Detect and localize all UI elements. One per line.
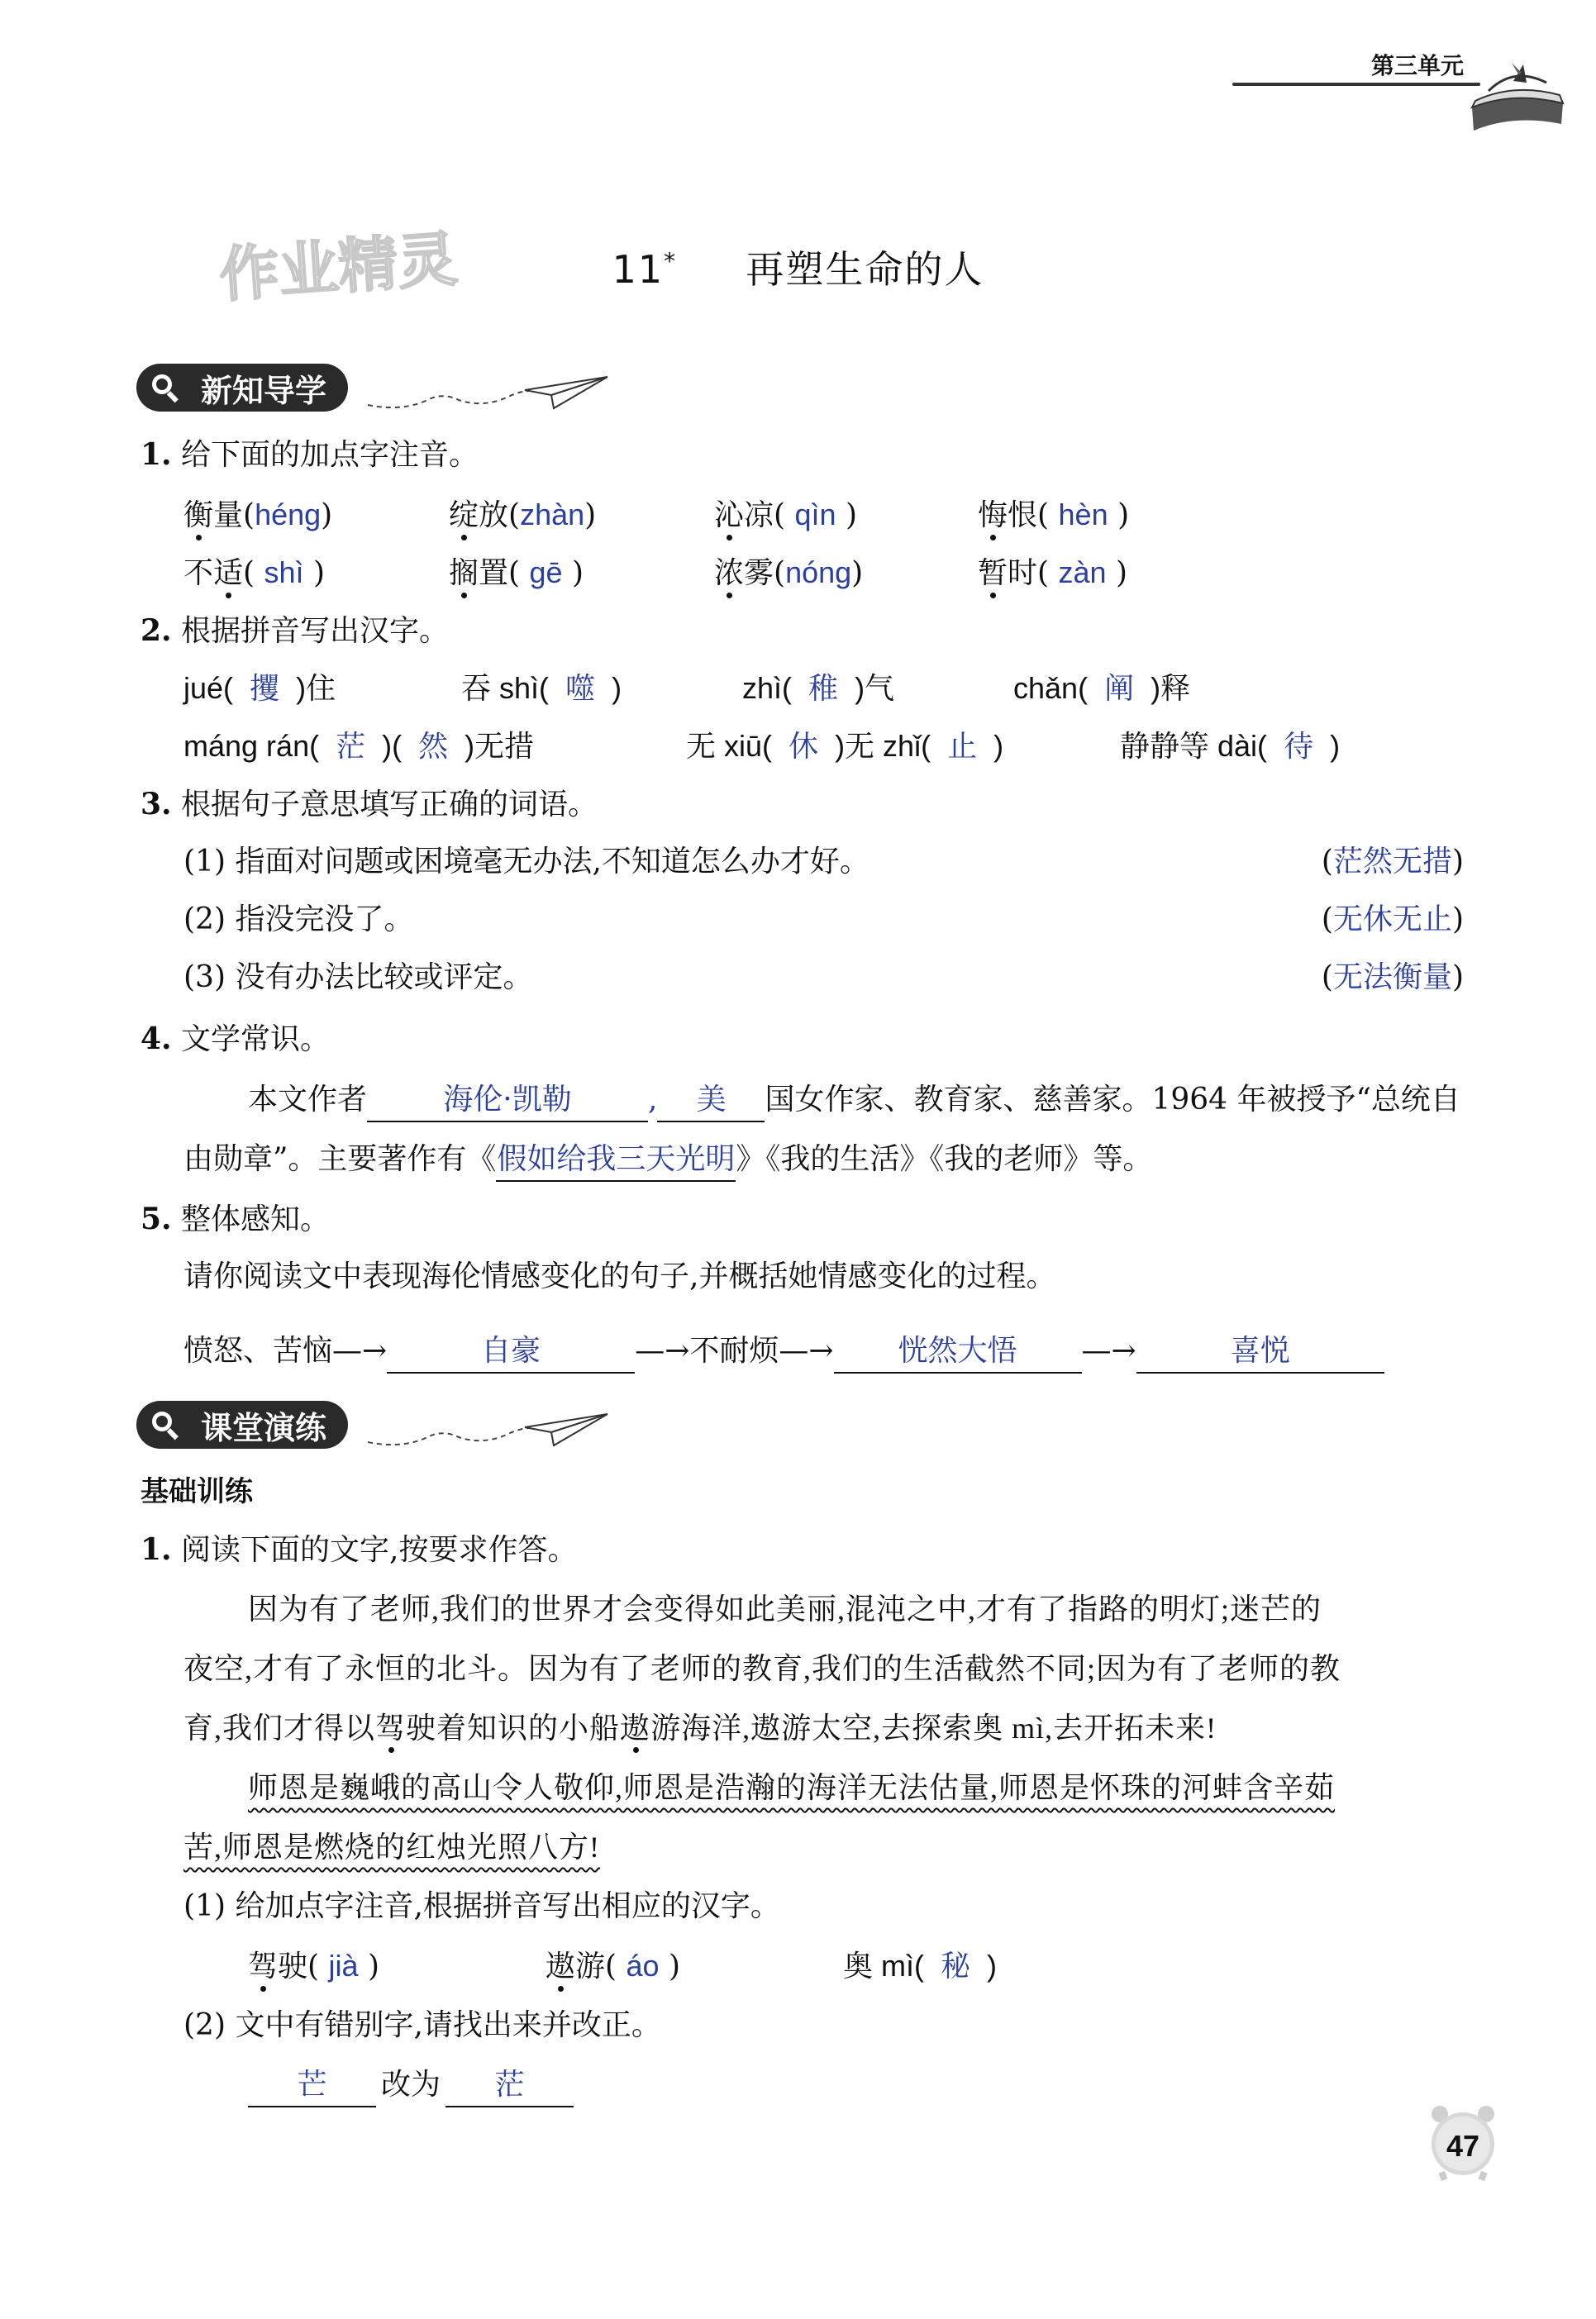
dotted-char: 驾 [375,1712,407,1745]
s1-q1-prompt [141,434,479,476]
page-number-badge [1422,2099,1504,2182]
s1-q3-prompt [141,783,598,826]
char: 凉 [744,498,774,532]
author-blank: 海伦·凯勒 [367,1079,648,1122]
prompt-text: ) [993,729,1004,763]
s1-q5-instruction: 请你阅读文中表现海伦情感变化的句子,并概括她情感变化的过程。 [183,1259,1056,1293]
paren: ( [508,498,521,532]
unit-underline [1232,83,1480,86]
hanzi-item [742,668,894,709]
answer-text: zhàn [520,498,585,531]
answer-text: héng [255,498,322,531]
char: 放 [479,498,509,532]
char: 量 [213,498,244,532]
answer-text: gē [529,555,563,589]
paren: ) [1451,845,1464,879]
answer-text: nóng [785,555,852,589]
paren: ) [572,556,584,590]
prompt-text: ) [1330,729,1341,763]
s2-q1-prompt [141,1529,578,1571]
arrow-icon: —→ [779,1334,834,1368]
definition-answer [1322,957,1464,998]
prompt-text: máng rán( [183,729,320,763]
text: 育,我们才得以 [183,1712,376,1745]
passage-line-underlined: 师恩是巍峨的高山令人敬仰,师恩是浩瀚的海洋无法估量,师恩是怀珠的河蚌含辛茹 [248,1771,1336,1804]
separator: , [648,1083,658,1117]
emotion-start: 愤怒、苦恼 [183,1334,333,1368]
text: 改为 [381,2068,441,2102]
paren: ( [1321,960,1333,994]
pinyin-item [714,552,863,594]
text: 游( [575,1950,617,1983]
emotion-blank: 恍然大悟 [834,1331,1082,1374]
text: 国女作家、教育家、慈善家。1964 年被授予“总统自 [765,1083,1460,1117]
emotion-blank: 喜悦 [1136,1331,1384,1374]
prompt-text: ) [612,671,622,705]
paren: ) [1117,498,1130,532]
answer-text: 茫然无措 [1332,845,1452,879]
q-num: 4. [141,1021,172,1056]
pinyin-item [714,494,857,536]
answer-text: 无法衡量 [1332,960,1452,994]
answer-text: zàn [1058,555,1107,589]
page-number: 47 [1446,2129,1480,2163]
unit-header [0,0,1596,165]
answer-text: 秘 [941,1949,971,1983]
dotted-char: 悔 [978,498,1008,532]
prompt-text: )气 [855,671,895,705]
answer-text: 无休无止 [1332,902,1452,936]
pinyin-item [449,552,584,594]
q-prompt: 根据拼音写出汉字。 [181,614,450,648]
prompt-text: )释 [1151,671,1191,705]
q-num: 3. [141,787,172,821]
book-blank: 假如给我三天光明 [496,1139,736,1182]
prompt-text: 奥 mì( [843,1949,924,1983]
correction-row [248,2064,574,2107]
paren: ( [1321,845,1333,879]
paren: ) [851,556,864,590]
passage-line: 夜空,才有了永恒的北斗。因为有了老师的教育,我们的生活截然不同;因为有了老师的教 [183,1652,1341,1685]
subsection-title: 基础训练 [141,1475,253,1508]
paper-plane-icon [368,1409,616,1450]
magnifier-icon [148,1407,183,1442]
pinyin-item [183,552,325,594]
prompt-text: )住 [296,671,336,705]
section-head-2 [136,1401,348,1449]
text: 由勋章”。主要著作有《 [183,1142,497,1176]
answer-text: 待 [1284,729,1314,763]
answer-text: 攫 [250,671,280,705]
answer-text: 茫 [336,729,366,763]
pinyin-item [449,494,596,536]
prompt-text: zhì( [742,671,793,705]
answer-text: 阐 [1104,671,1135,705]
dotted-char: 驾 [248,1950,279,1983]
char: 不 [183,556,214,590]
paren: ) [669,1950,681,1983]
right-char-blank: 茫 [445,2064,574,2107]
hanzi-item [183,668,336,709]
hanzi-item [1120,726,1340,767]
q-num: 2. [141,613,172,648]
dotted-char: 衡 [183,498,214,532]
q-prompt: 根据句子意思填写正确的词语。 [181,788,598,821]
paren: ) [846,498,858,532]
answer-text: 然 [418,729,449,763]
answer-text: jià [328,1949,359,1983]
answer-text: 噬 [565,671,596,705]
q-prompt: 整体感知。 [181,1202,331,1236]
dotted-char: 绽 [449,498,479,532]
dotted-char: 浓 [714,556,745,590]
passage-line [183,1707,1217,1749]
lesson-name: 再塑生命的人 [746,247,984,292]
arrow-icon: —→ [635,1334,690,1368]
answer-text: 止 [947,729,978,763]
paper-plane-icon [368,372,616,413]
answer-text: hèn [1058,498,1108,531]
s1-q4-line1 [248,1079,1460,1122]
magnifier-icon [148,370,183,405]
books-icon [1464,58,1571,149]
passage-line-underlined: 苦,师恩是燃烧的红烛光照八方! [183,1831,600,1864]
section-label-2: 课堂演练 [201,1409,327,1446]
q-num: 1. [141,1532,172,1567]
dotted-char: 遨 [620,1712,651,1745]
paren: ) [313,556,326,590]
watermark-logo: 作业精灵 [217,224,460,310]
answer-text: 稚 [808,671,839,705]
paren: ( [243,498,255,532]
definition-text: (2) 指没完没了。 [183,902,414,936]
prompt-text: chǎn( [1013,671,1089,705]
s1-q5-prompt [141,1198,330,1240]
hanzi-item [686,726,1003,767]
paren: ) [1451,960,1464,994]
dotted-char: 搁 [449,556,479,590]
prompt-text: 静静等 dài( [1120,729,1268,763]
char: 雾 [744,556,774,590]
q-prompt: 文学常识。 [181,1022,331,1056]
s2-sub2-prompt: (2) 文中有错别字,请找出来并改正。 [183,2008,661,2042]
dotted-char: 沁 [714,498,745,532]
paren: ( [1321,902,1333,936]
section-pill-2 [136,1401,348,1449]
hanzi-item [183,726,534,767]
paren: ) [1116,556,1128,590]
s1-q4-prompt [141,1018,330,1060]
lesson-mark: * [664,247,678,275]
q-prompt: 给下面的加点字注音。 [181,438,479,472]
q-num: 5. [141,1202,172,1236]
definition-answer [1322,899,1464,940]
emotion-flow [183,1331,1384,1374]
dotted-char: 暂 [978,556,1008,590]
country-blank: 美 [657,1079,765,1122]
char: 时 [1008,556,1038,590]
text: 游海洋,遨游太空,去探索奥 mì,去开拓未来! [650,1712,1217,1745]
passage-line: 因为有了老师,我们的世界才会变得如此美丽,混沌之中,才有了指路的明灯;迷芒的 [248,1593,1322,1626]
prompt-text: jué( [183,671,234,705]
paren: ( [774,556,786,590]
lesson-number: 11 [612,247,665,292]
dotted-char: 遨 [545,1950,576,1983]
prompt-text: )无措 [465,729,535,763]
pinyin-item [978,494,1129,536]
hanzi-item [461,668,622,709]
lesson-title [0,240,1596,294]
wrong-char-blank: 芒 [248,2064,376,2107]
prompt-text: )( [382,729,403,763]
dotted-char: 适 [213,556,244,590]
q-prompt: 阅读下面的文字,按要求作答。 [181,1533,578,1567]
paren: ( [1037,556,1050,590]
emotion-blank: 自豪 [387,1331,635,1374]
hanzi-item [1013,668,1190,709]
arrow-icon: —→ [332,1334,388,1368]
answer-text: qìn [794,498,836,531]
pinyin-item [978,552,1127,594]
definition-text: (1) 指面对问题或困境毫无办法,不知道怎么办才好。 [183,845,869,879]
emotion-middle: 不耐烦 [689,1334,779,1368]
s1-q4-line2 [183,1139,1152,1182]
paren: ) [584,498,597,532]
pinyin-item [545,1945,680,1988]
answer-text: 休 [788,729,819,763]
paren: ( [508,556,521,590]
paren: ) [1451,902,1464,936]
q-num: 1. [141,437,172,472]
paren: ( [1037,498,1050,532]
text: 本文作者 [248,1083,368,1117]
pinyin-item [248,1945,379,1988]
definition-text: (3) 没有办法比较或评定。 [183,960,533,994]
char: 恨 [1008,498,1038,532]
answer-text: áo [626,1949,660,1983]
text: 》《我的生活》《我的老师》等。 [736,1142,1153,1176]
prompt-text: 吞 shì( [461,671,550,705]
text: 驶( [278,1950,320,1983]
prompt-text: 无 xiū( [686,729,773,763]
text: 驶着知识的小船 [406,1712,621,1745]
s2-sub1-prompt: (1) 给加点字注音,根据拼音写出相应的汉字。 [183,1889,780,1923]
char: 置 [479,556,509,590]
paren: ) [987,1949,998,1983]
prompt-text: )无 zhǐ( [835,729,931,763]
definition-answer [1322,841,1464,883]
answer-text: shì [264,555,304,589]
pinyin-item [183,494,332,536]
paren: ( [243,556,255,590]
hanzi-item [843,1945,997,1987]
section-head-1 [136,364,348,412]
arrow-icon: —→ [1081,1334,1136,1368]
paren: ( [774,498,786,532]
section-label-1: 新知导学 [201,372,327,409]
s1-q2-prompt [141,610,449,652]
paren: ) [321,498,333,532]
section-pill-1 [136,364,348,412]
paren: ) [368,1950,380,1983]
unit-label: 第三单元 [1370,53,1464,79]
